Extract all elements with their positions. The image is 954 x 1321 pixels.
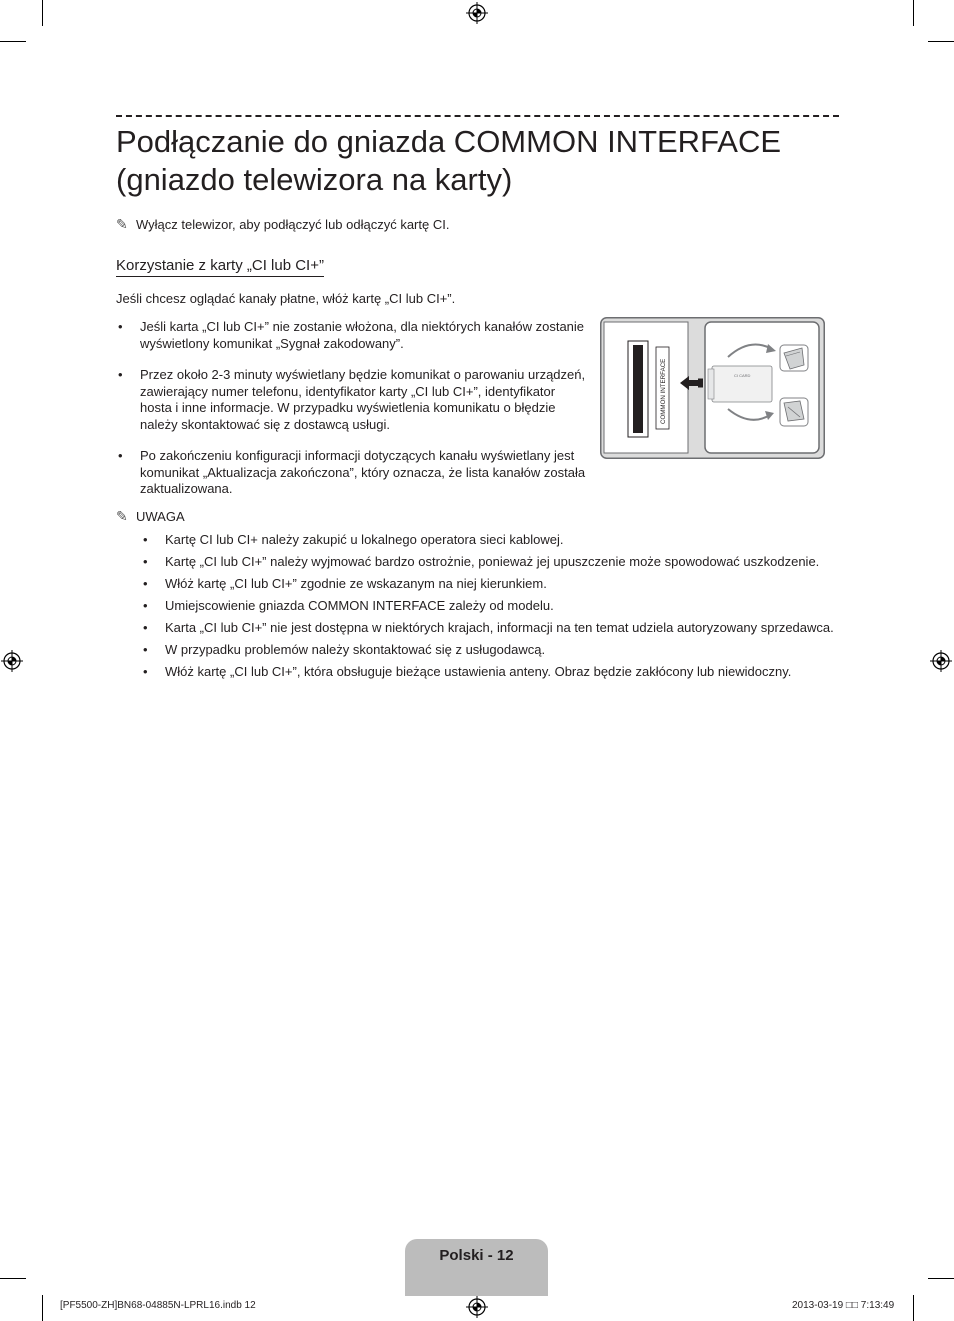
ci-card-insertion-figure (600, 317, 825, 459)
top-note (116, 216, 449, 233)
crop-mark (913, 0, 914, 26)
section-heading: Korzystanie z karty „CI lub CI+” (116, 257, 324, 277)
list-item: • Przez około 2-3 minuty wyświetlany będzie komunikat o parowaniu urządzeń, zawierający numer telefonu, identyfikator karty „CI lub CI+”, identyfikator hosta i inne informacje. W przypadku wyświetlenia komunikatu o błędzie należy skontaktować się z dostawcą usługi. (116, 367, 586, 433)
crop-mark (42, 0, 43, 26)
list-item: • Kartę CI lub CI+ należy zakupić u lokalnego operatora sieci kablowej. (141, 532, 841, 549)
slot-label: COMMON INTERFACE (660, 358, 667, 424)
title-divider (116, 115, 839, 117)
crop-mark (928, 41, 954, 42)
page-title-line1: Podłączanie do gniazda COMMON INTERFACE (116, 124, 782, 159)
page-title (116, 123, 856, 199)
registration-mark-icon (930, 650, 952, 672)
list-item: • Włóż kartę „CI lub CI+”, która obsługuje bieżące ustawienia anteny. Obraz będzie zakłócony lub niewidoczny. (141, 664, 841, 681)
crop-mark (913, 1295, 914, 1321)
file-slug: [PF5500-ZH]BN68-04885N-LPRL16.indb 12 (60, 1300, 256, 1311)
pencil-note-icon: ✎ (116, 216, 128, 232)
warning-list (141, 532, 841, 686)
list-item: • Kartę „CI lub CI+” należy wyjmować bardzo ostrożnie, ponieważ jej upuszczenie może spowodować uszkodzenie. (141, 554, 841, 571)
list-item: • W przypadku problemów należy skontaktować się z usługodawcą. (141, 642, 841, 659)
top-note-text: Wyłącz telewizor, aby podłączyć lub odłączyć kartę CI. (136, 217, 450, 232)
card-bottom-view-icon (780, 398, 808, 426)
crop-mark (0, 41, 26, 42)
registration-mark-icon (1, 650, 23, 672)
page-title-line2: (gniazdo telewizora na karty) (116, 162, 513, 197)
page-number: Polski - 12 (439, 1247, 514, 1264)
section-bullet-list (116, 319, 586, 513)
crop-mark (0, 1278, 26, 1279)
crop-mark (928, 1278, 954, 1279)
pencil-note-icon: ✎ (116, 508, 128, 524)
list-item: • Umiejscowienie gniazda COMMON INTERFACE zależy od modelu. (141, 598, 841, 615)
registration-mark-icon (466, 1296, 488, 1318)
list-item: • Po zakończeniu konfiguracji informacji dotyczących kanału wyświetlany jest komunikat „Aktualizacja zakończona”, który oznacza, że lista kanałów została zaktualizowana. (116, 448, 586, 498)
card-top-view-icon (780, 345, 808, 371)
section-intro: Jeśli chcesz oglądać kanały płatne, włóż kartę „CI lub CI+”. (116, 291, 456, 306)
card-label: CI CARD (734, 373, 751, 378)
crop-mark (42, 1295, 43, 1321)
list-item: • Jeśli karta „CI lub CI+” nie zostanie włożona, dla niektórych kanałów zostanie wyświetlony komunikat „Sygnał zakodowany”. (116, 319, 586, 352)
warning-label: UWAGA (136, 509, 185, 524)
registration-mark-icon (466, 2, 488, 24)
list-item: • Włóż kartę „CI lub CI+” zgodnie ze wskazanym na niej kierunkiem. (141, 576, 841, 593)
warning-note (116, 508, 185, 525)
date-slug: 2013-03-19 □□ 7:13:49 (792, 1300, 895, 1311)
list-item: • Karta „CI lub CI+” nie jest dostępna w niektórych krajach, informacji na ten temat udziela autoryzowany sprzedawca. (141, 620, 841, 637)
